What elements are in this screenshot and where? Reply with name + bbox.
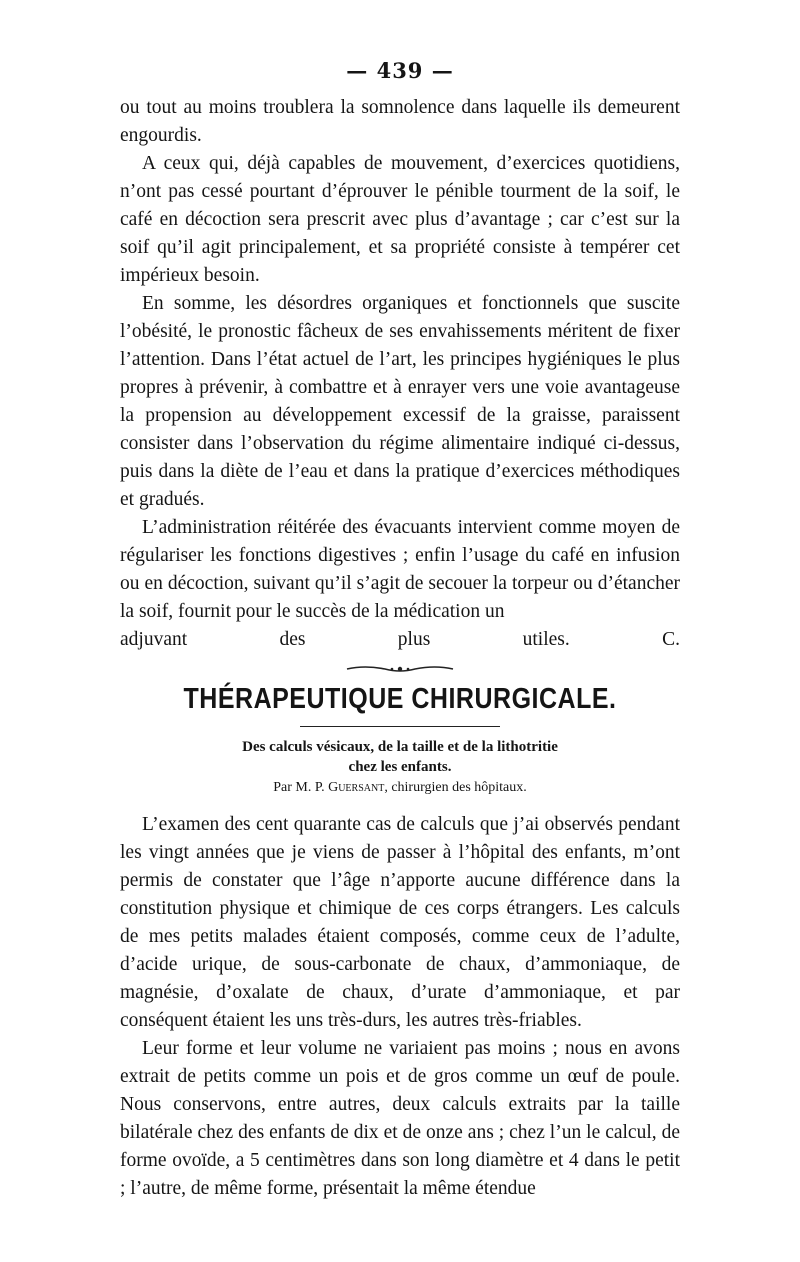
paragraph: Leur forme et leur volume ne variaient pas moins ; nous en avons extrait de petits comme un pois et de gros comme un œuf de poule. Nous conservons, entre autres, deux calculs extraits par la taille bilatérale chez des enfants de dix et de onze ans ; chez l’un le calcul, de forme ovoïde, a 5 centimètres dans son long diamètre et 4 dans le petit ; l’autre, de même forme, présentait la même étendue — [120, 1038, 680, 1199]
section-title: THÉRAPEUTIQUE CHIRURGICALE. — [183, 682, 617, 716]
ornament-icon — [345, 664, 455, 674]
paragraph: ou tout au moins troublera la somnolence dans laquelle ils demeurent engourdis. — [120, 97, 680, 146]
ornament-divider — [120, 664, 680, 674]
page-number: — 439 — — [346, 58, 454, 83]
paragraph: En somme, les désordres organiques et fonctionnels que suscite l’obésité, le pronostic fâcheux de ses envahissements méritent de fixer l’attention. Dans l’état actuel de l’art, les principes hygiéniques le plus propres à prévenir, à combattre et à enrayer vers une voie avantageuse la propension au développement excessif de la graisse, paraissent consister dans l’observation du régime alimentaire indiqué ci-dessus, puis dans la diète de l’eau et dans la pratique d’exercices méthodiques et gradués. — [120, 293, 680, 510]
byline-author: Guersant — [328, 780, 385, 795]
closing-line — [120, 626, 680, 654]
paragraph: L’examen des cent quarante cas de calculs que j’ai observés pendant les vingt années que je viens de passer à l’hôpital des enfants, m’ont permis de constater que l’âge n’apporte aucune différence dans la constitution physique et chimique de ces corps étrangers. Les calculs de mes petits malades étaient composés, comme ceux de l’adulte, d’acide urique, de sous-carbonate de chaux, d’ammoniaque, de magnésie, d’oxalate de chaux, d’urate d’ammoniaque, et par conséquent étaient les uns très-durs, les autres très-friables. — [120, 814, 680, 1031]
paragraph: L’administration réitérée des évacuants intervient comme moyen de régulariser les fonctions digestives ; enfin l’usage du café en infusion ou en décoction, suivant qu’il s’agit de secouer la torpeur ou d’étancher la soif, fournit pour le succès de la médication un — [120, 517, 680, 622]
byline-prefix: Par M. P. — [273, 780, 325, 795]
author-signature: C. — [662, 629, 680, 650]
title-rule — [300, 726, 500, 727]
article-title-continued: chez les enfants. — [348, 759, 452, 775]
page-body — [120, 94, 680, 1203]
article-title: Des calculs vésicaux, de la taille et de la lithotritie — [242, 739, 558, 755]
byline-suffix: , chirurgien des hôpitaux. — [384, 780, 527, 795]
article-byline — [120, 777, 680, 799]
paragraph: A ceux qui, déjà capables de mouvement, d’exercices quotidiens, n’ont pas cessé pourtant d’éprouver le pénible tourment de la soif, le café en décoction sera prescrit avec plus d’avantage ; car c’est sur la soif qu’il agit principalement, et sa propriété consiste à tempérer cet impérieux besoin. — [120, 153, 680, 286]
closing-text: adjuvant des plus utiles. — [120, 629, 570, 650]
